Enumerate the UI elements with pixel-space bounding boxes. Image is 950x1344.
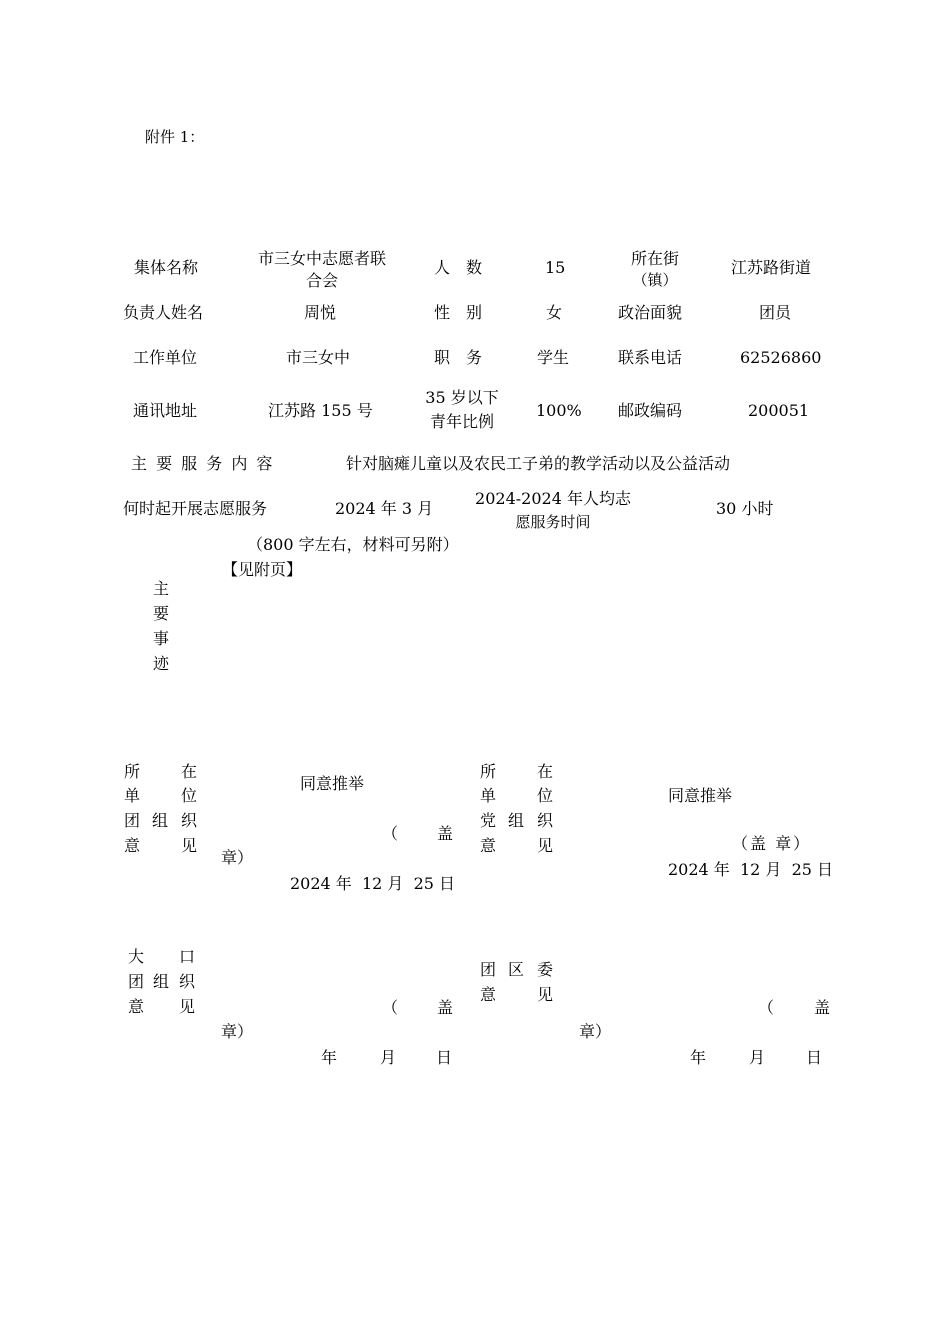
postcode-value: 200051 bbox=[748, 401, 810, 420]
opinion-a-label: 组 bbox=[152, 811, 169, 830]
avg-hours-label: 2024-2024 年人均志 bbox=[475, 489, 631, 508]
opinion-a-label: 单 bbox=[124, 786, 141, 805]
deeds-content: 【见附页】 bbox=[222, 560, 303, 579]
opinion-a-seal-mid: 盖 bbox=[437, 824, 454, 843]
opinion-b-label: 织 bbox=[537, 811, 554, 830]
work-unit-label: 工作单位 bbox=[133, 348, 198, 367]
opinion-b-seal: （盖 章） bbox=[732, 834, 812, 853]
opinion-c-month: 月 bbox=[380, 1048, 397, 1067]
opinion-b-label: 见 bbox=[537, 836, 554, 855]
opinion-d-seal-mid: 盖 bbox=[814, 998, 831, 1017]
opinion-c-day: 日 bbox=[436, 1048, 453, 1067]
opinion-c-label: 意 bbox=[128, 997, 145, 1016]
deeds-label-2: 要 bbox=[153, 604, 170, 623]
opinion-b-label: 组 bbox=[508, 811, 525, 830]
phone-label: 联系电话 bbox=[618, 348, 683, 367]
street-label-cont: （镇） bbox=[632, 271, 678, 289]
start-date-value: 2024 年 3 月 bbox=[335, 499, 434, 518]
deeds-label-1: 主 bbox=[153, 579, 170, 598]
gender-value: 女 bbox=[546, 303, 563, 322]
opinion-d-year: 年 bbox=[690, 1048, 707, 1067]
opinion-d-seal-open: （ bbox=[758, 998, 775, 1017]
opinion-b-label: 在 bbox=[537, 762, 554, 781]
opinion-c-label: 口 bbox=[179, 947, 196, 966]
opinion-d-day: 日 bbox=[806, 1048, 823, 1067]
opinion-c-seal-open: （ bbox=[382, 998, 399, 1017]
opinion-c-label: 组 bbox=[153, 972, 170, 991]
leader-name-label: 负责人姓名 bbox=[123, 303, 204, 322]
opinion-d-label: 委 bbox=[537, 960, 554, 979]
opinion-b-label: 意 bbox=[480, 836, 497, 855]
street-value: 江苏路街道 bbox=[731, 258, 812, 277]
opinion-c-label: 织 bbox=[179, 972, 196, 991]
opinion-a-seal-close: 章） bbox=[221, 848, 254, 867]
address-value: 江苏路 155 号 bbox=[268, 401, 373, 420]
opinion-d-seal-close: 章） bbox=[579, 1022, 612, 1041]
opinion-d-label: 见 bbox=[537, 985, 554, 1004]
start-date-label: 何时起开展志愿服务 bbox=[123, 499, 268, 518]
position-label: 职 务 bbox=[434, 348, 483, 367]
opinion-d-label: 团 bbox=[480, 960, 497, 979]
avg-hours-value: 30 小时 bbox=[716, 499, 774, 518]
opinion-a-label: 位 bbox=[181, 786, 198, 805]
opinion-a-text: 同意推举 bbox=[300, 774, 365, 793]
work-unit-value: 市三女中 bbox=[286, 348, 351, 367]
youth-ratio-value: 100% bbox=[536, 401, 582, 420]
political-status-label: 政治面貌 bbox=[618, 303, 683, 322]
leader-name-value: 周悦 bbox=[304, 303, 337, 322]
avg-hours-label-cont: 愿服务时间 bbox=[515, 513, 591, 531]
opinion-a-label: 织 bbox=[181, 811, 198, 830]
opinion-b-label: 单 bbox=[480, 786, 497, 805]
attachment-label: 附件 1： bbox=[145, 128, 205, 146]
deeds-label-3: 事 bbox=[153, 629, 170, 648]
opinion-b-text: 同意推举 bbox=[668, 786, 733, 805]
phone-value: 62526860 bbox=[740, 348, 822, 367]
opinion-a-label: 意 bbox=[124, 836, 141, 855]
opinion-a-label: 团 bbox=[124, 811, 141, 830]
gender-label: 性 别 bbox=[434, 303, 483, 322]
group-name-label: 集体名称 bbox=[134, 258, 199, 277]
address-label: 通讯地址 bbox=[133, 401, 198, 420]
member-count-label: 人 数 bbox=[434, 258, 483, 277]
street-label: 所在街 bbox=[630, 249, 679, 268]
postcode-label: 邮政编码 bbox=[618, 401, 683, 420]
opinion-c-label: 见 bbox=[179, 997, 196, 1016]
group-name-value-cont: 合会 bbox=[305, 271, 338, 290]
service-content-value: 针对脑瘫儿童以及农民工子弟的教学活动以及公益活动 bbox=[346, 454, 731, 473]
opinion-a-label: 所 bbox=[124, 762, 141, 781]
opinion-d-label: 区 bbox=[508, 960, 525, 979]
opinion-b-label: 所 bbox=[480, 762, 497, 781]
group-name-value: 市三女中志愿者联 bbox=[257, 249, 386, 268]
opinion-a-label: 见 bbox=[181, 836, 198, 855]
opinion-a-label: 在 bbox=[181, 762, 198, 781]
member-count-value: 15 bbox=[545, 258, 566, 277]
opinion-a-date: 2024 年 12 月 25 日 bbox=[290, 874, 456, 893]
opinion-b-date: 2024 年 12 月 25 日 bbox=[668, 860, 834, 879]
opinion-a-seal-open: （ bbox=[382, 824, 399, 843]
political-status-value: 团员 bbox=[759, 303, 792, 322]
opinion-b-label: 党 bbox=[480, 811, 497, 830]
opinion-d-label: 意 bbox=[480, 985, 497, 1004]
deeds-note: （800 字左右，材料可另附） bbox=[247, 535, 459, 554]
deeds-label-4: 迹 bbox=[153, 654, 170, 673]
youth-ratio-label-cont: 青年比例 bbox=[429, 412, 494, 431]
opinion-c-label: 大 bbox=[128, 947, 145, 966]
opinion-b-label: 位 bbox=[537, 786, 554, 805]
opinion-d-month: 月 bbox=[749, 1048, 766, 1067]
opinion-c-year: 年 bbox=[321, 1048, 338, 1067]
position-value: 学生 bbox=[537, 348, 570, 367]
opinion-c-seal-mid: 盖 bbox=[437, 998, 454, 1017]
opinion-c-label: 团 bbox=[128, 972, 145, 991]
service-content-label: 主 要 服 务 内 容 bbox=[131, 454, 275, 473]
opinion-c-seal-close: 章） bbox=[221, 1022, 254, 1041]
youth-ratio-label: 35 岁以下 bbox=[425, 388, 499, 407]
